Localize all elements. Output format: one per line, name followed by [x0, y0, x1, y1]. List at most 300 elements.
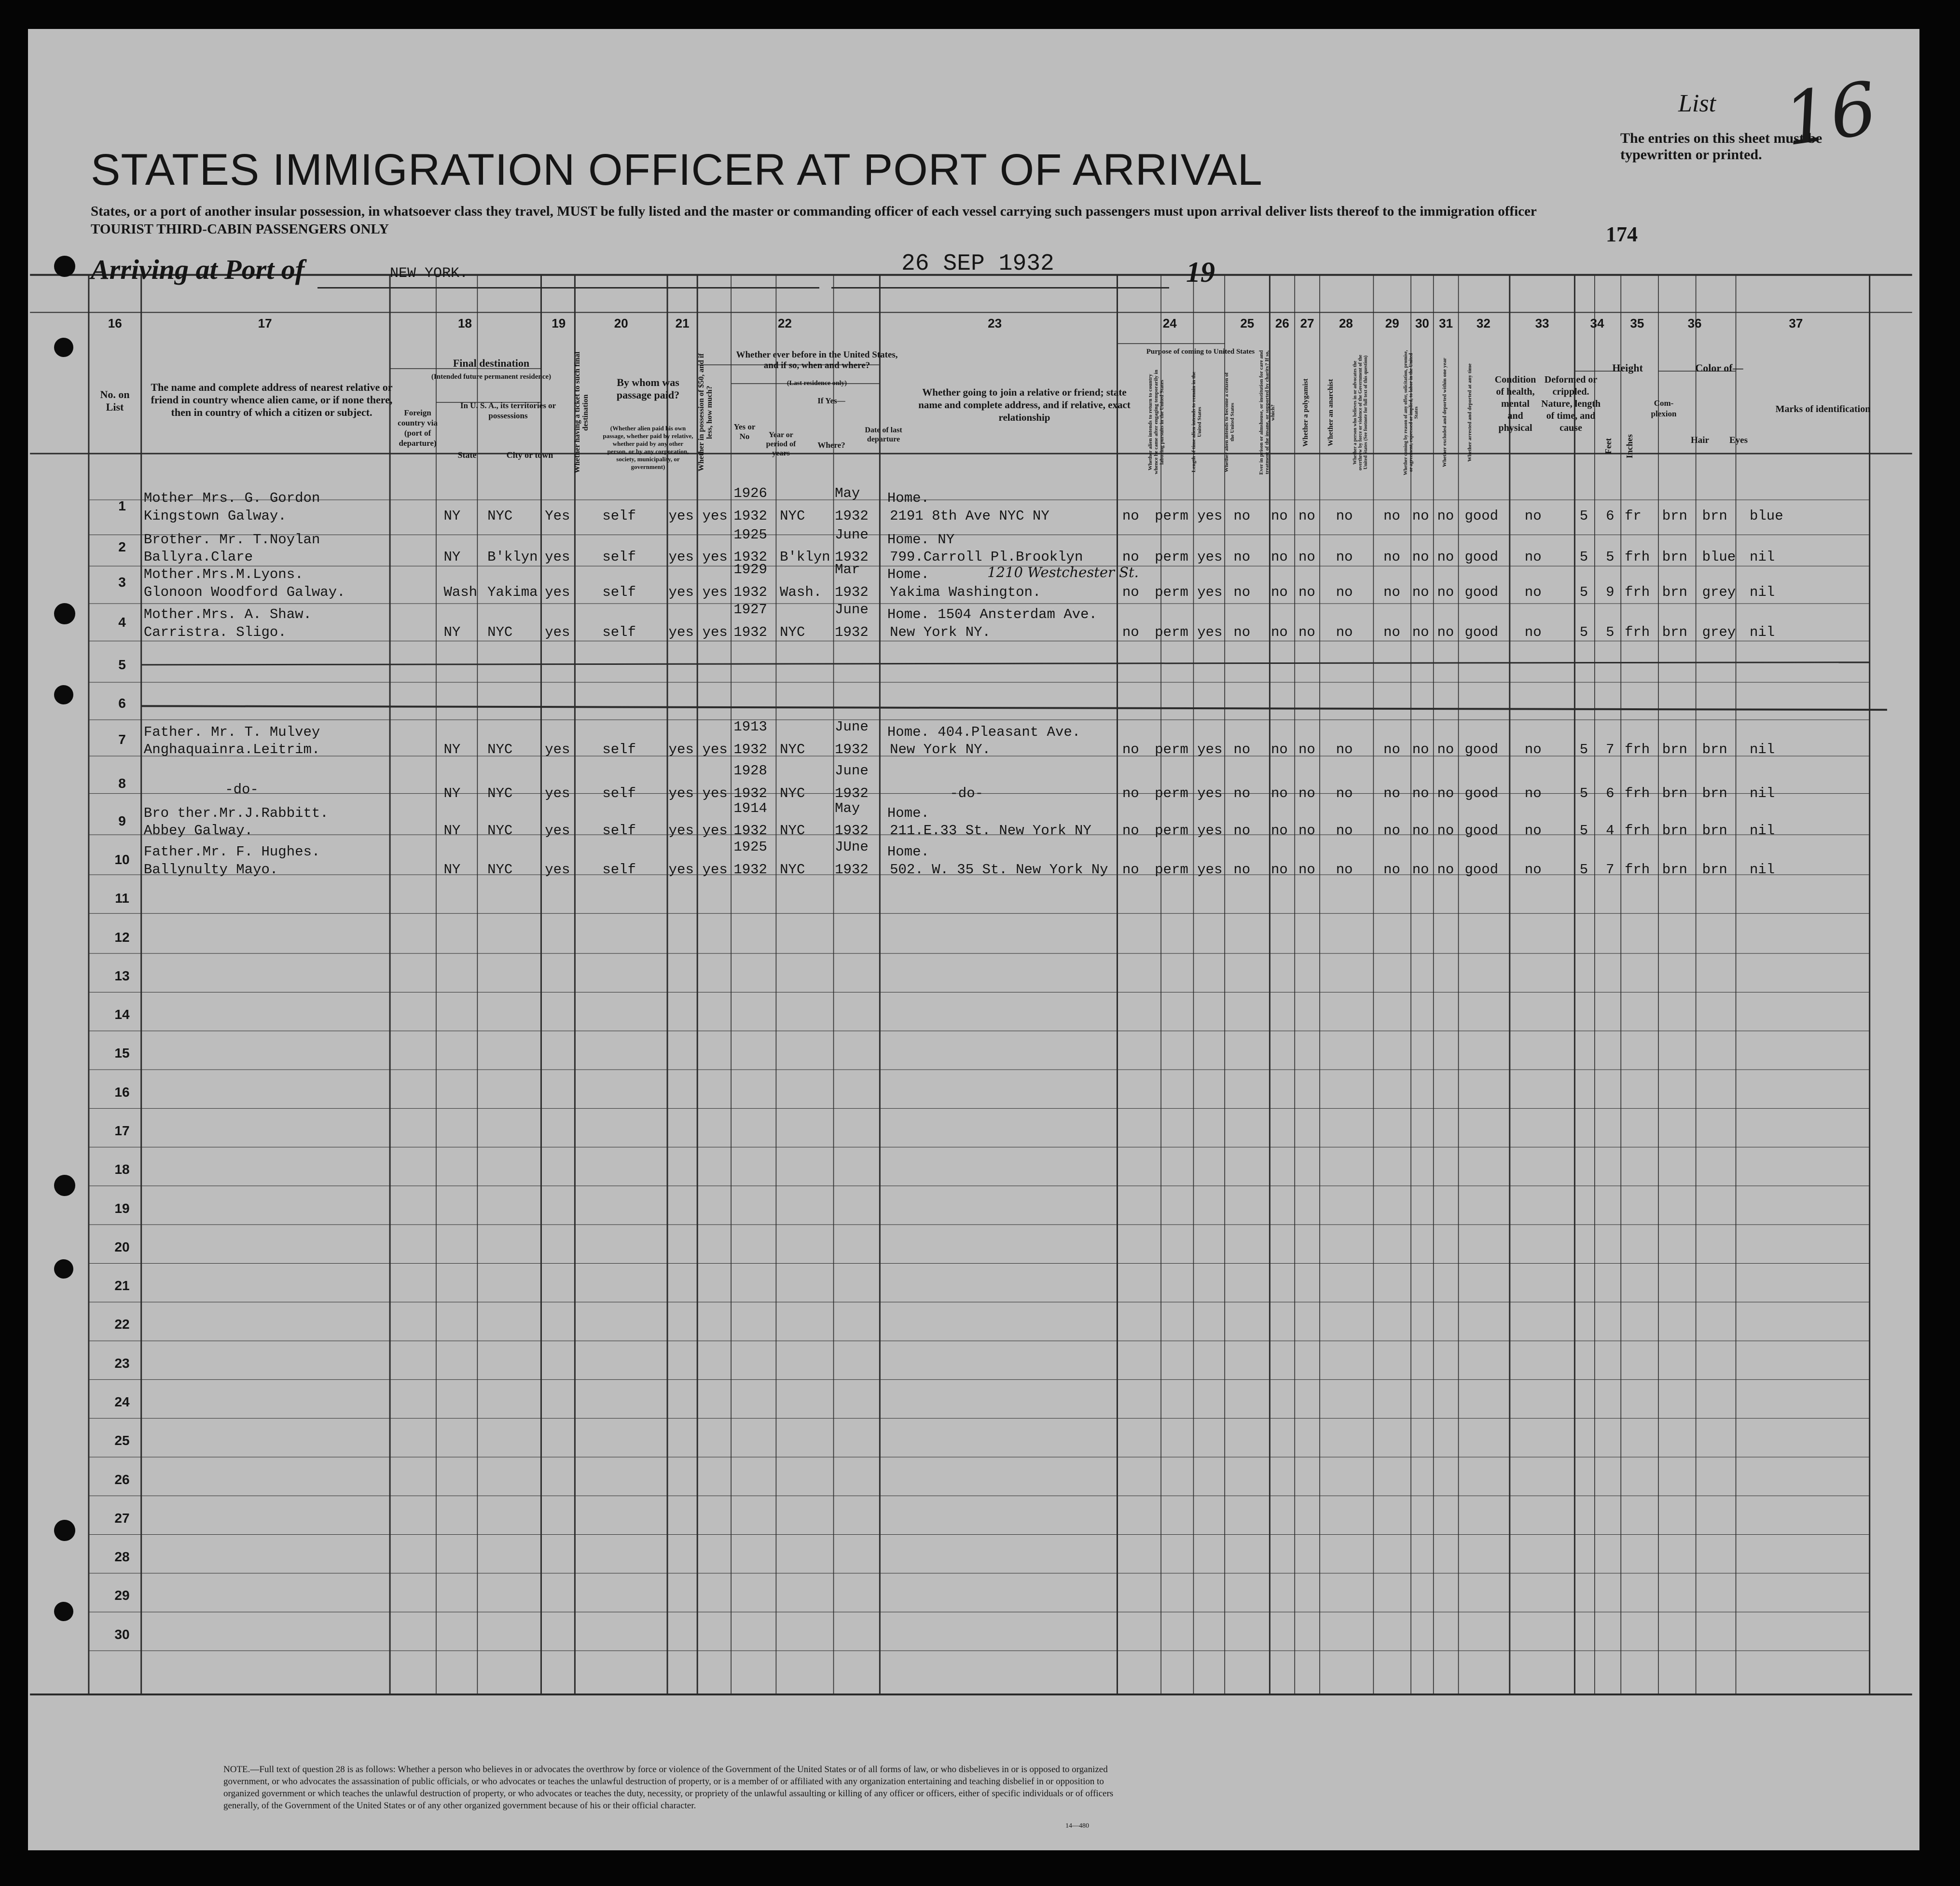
destination-city: NYC [487, 624, 513, 640]
departure-month: June [835, 601, 869, 618]
destination-city: NYC [487, 861, 513, 878]
hair-value: brn [1662, 861, 1687, 878]
passage-paid: self [602, 584, 636, 600]
purpose-return: no [1122, 624, 1139, 640]
deformed-value: no [1524, 861, 1542, 878]
hair-value: brn [1662, 742, 1687, 757]
year-from: 1928 [733, 763, 767, 779]
eyes-value: brn [1702, 785, 1727, 801]
row-number: 3 [118, 574, 126, 590]
eyes-value: blue [1702, 549, 1736, 565]
height-inches: 6 [1606, 508, 1615, 524]
year-from: 1927 [733, 601, 767, 618]
departure-month: June [835, 763, 869, 779]
purpose-return: no [1122, 742, 1139, 757]
height-feet: 5 [1579, 742, 1588, 757]
q30-value: no [1412, 584, 1429, 600]
row-number: 1 [118, 498, 126, 513]
hair-value: brn [1662, 508, 1687, 524]
header-marks: Marks of identification [1775, 404, 1871, 414]
relative-name: Father.Mr. F. Hughes. [143, 844, 320, 860]
relative-name: Brother. Mr. T.Noylan [143, 531, 320, 548]
binder-hole [54, 685, 73, 704]
purpose-citizen: yes [1197, 861, 1223, 878]
page-title: STATES IMMIGRATION OFFICER AT PORT OF ARRIVAL [91, 145, 1263, 194]
header-yes-no: Yes or No [733, 422, 756, 441]
ticket-value: yes [545, 785, 570, 801]
anarchist-value: no [1298, 823, 1315, 839]
marks-value: nil [1750, 785, 1775, 801]
height-inches: 5 [1606, 549, 1615, 565]
row-number: 10 [114, 852, 130, 867]
ever-before: yes [702, 861, 728, 878]
manifest-sheet [28, 29, 1919, 1850]
departure-year: 1932 [835, 785, 869, 801]
typewritten-note: The entries on this sheet must be typewritten or printed. [1620, 130, 1822, 163]
purpose-citizen: yes [1197, 823, 1223, 839]
q28-value: no [1336, 861, 1353, 878]
row-number: 14 [114, 1007, 130, 1022]
row-number: 7 [118, 732, 126, 747]
eyes-value: grey [1702, 624, 1736, 640]
purpose-citizen: yes [1197, 584, 1223, 600]
passage-paid: self [602, 549, 636, 565]
complexion-value: frh [1625, 742, 1650, 757]
departure-year: 1932 [835, 742, 869, 757]
q30-value: no [1412, 549, 1429, 565]
fifty-dollars: yes [668, 584, 694, 600]
row-number: 18 [114, 1162, 130, 1177]
strike-line [141, 706, 1887, 710]
prison-value: no [1233, 584, 1251, 600]
previous-residence: Wash. [780, 584, 822, 600]
deformed-value: no [1524, 823, 1542, 839]
q28-value: no [1336, 549, 1353, 565]
row-number: 27 [114, 1510, 130, 1526]
ticket-value: Yes [545, 508, 570, 524]
row-number: 24 [114, 1394, 130, 1409]
height-inches: 7 [1606, 861, 1615, 878]
height-feet: 5 [1579, 823, 1588, 839]
destination-state: NY [443, 624, 461, 640]
header-polygamist: Whether a polygamist [1302, 378, 1310, 447]
q28-value: no [1336, 584, 1353, 600]
complexion-value: frh [1625, 861, 1650, 878]
column-number: 34 [1590, 316, 1604, 330]
marks-value: nil [1750, 742, 1775, 757]
year-from: 1925 [733, 839, 767, 855]
joining-address: 799.Carroll Pl.Brooklyn [890, 549, 1083, 565]
q31-value: no [1437, 823, 1454, 839]
prison-value: no [1233, 785, 1251, 801]
column-number: 36 [1687, 316, 1702, 330]
polygamist-value: no [1271, 584, 1288, 600]
header-eyes: Eyes [1729, 435, 1748, 445]
q31-value: no [1437, 624, 1454, 640]
header-health: Condition of health, mental and physical [1494, 374, 1536, 433]
passage-paid: self [602, 785, 636, 801]
fifty-dollars: yes [668, 508, 694, 524]
hair-value: brn [1662, 785, 1687, 801]
year-to: 1932 [733, 861, 767, 878]
column-number: 19 [552, 316, 566, 330]
q31-value: no [1437, 508, 1454, 524]
deformed-value: no [1524, 785, 1542, 801]
year-to: 1932 [733, 584, 767, 600]
anarchist-value: no [1298, 508, 1315, 524]
anarchist-value: no [1298, 785, 1315, 801]
fifty-dollars: yes [668, 823, 694, 839]
eyes-value: brn [1702, 508, 1727, 524]
row-number: 20 [114, 1239, 130, 1254]
purpose-return: no [1122, 508, 1139, 524]
joining-address: 502. W. 35 St. New York Ny [890, 861, 1108, 878]
header-if-yes: If Yes— [817, 396, 845, 405]
joining-address: New York NY. [890, 624, 991, 640]
q30-value: no [1412, 742, 1429, 757]
ticket-value: yes [545, 861, 570, 878]
header-q29: Whether coming by reason of any offer, solicitation, promise, or agreement, expressed or implied, to labor in the United States [1403, 350, 1419, 475]
destination-state: NY [443, 861, 461, 878]
previous-residence: NYC [780, 823, 805, 839]
header-last-residence: (Last residence only) [787, 380, 847, 387]
header-purpose-a: Whether alien intends to return to country whence he came after engaging temporarily in laboring pursuits in the United States [1147, 370, 1165, 475]
year-from: 1913 [733, 719, 767, 735]
relative-address: Glonoon Woodford Galway. [143, 584, 345, 600]
column-number: 28 [1339, 316, 1353, 330]
health-value: good [1464, 861, 1499, 878]
destination-city: NYC [487, 742, 513, 757]
header-foreign-country: Foreign country via (port of departure) [398, 408, 438, 448]
departure-month: May [835, 485, 860, 502]
height-inches: 4 [1606, 823, 1615, 839]
purpose-citizen: yes [1197, 785, 1223, 801]
header-purpose: Purpose of coming to United States [1146, 348, 1255, 356]
header-joining: Whether going to join a relative or friend; state name and complete address, and if relative, exact relationship [918, 386, 1131, 423]
year-to: 1932 [733, 742, 767, 757]
relative-name: Father. Mr. T. Mulvey [143, 724, 320, 740]
destination-city: NYC [487, 823, 513, 839]
port-underline [317, 287, 819, 289]
health-value: good [1464, 742, 1499, 757]
ever-before: yes [702, 508, 728, 524]
complexion-value: frh [1625, 823, 1650, 839]
binder-hole [54, 1520, 75, 1541]
departure-month: June [835, 719, 869, 735]
deformed-value: no [1524, 584, 1542, 600]
relative-address: Kingstown Galway. [143, 508, 287, 524]
anarchist-value: no [1298, 861, 1315, 878]
purpose-length: perm [1155, 549, 1188, 565]
header-anarchist: Whether an anarchist [1327, 379, 1335, 446]
header-final-destination: Final destination [453, 357, 530, 369]
purpose-return: no [1122, 549, 1139, 565]
departure-month: June [835, 526, 869, 543]
q31-value: no [1437, 785, 1454, 801]
departure-year: 1932 [835, 861, 869, 878]
hair-value: brn [1662, 823, 1687, 839]
prison-value: no [1233, 624, 1251, 640]
q29-value: no [1383, 742, 1400, 757]
marks-value: nil [1750, 549, 1775, 565]
joining-address: -do- [950, 785, 984, 801]
row-number: 6 [118, 696, 126, 711]
header-city: City or town [506, 450, 553, 460]
row-number: 17 [114, 1123, 130, 1138]
deformed-value: no [1524, 549, 1542, 565]
ticket-value: yes [545, 742, 570, 757]
row-number: 23 [114, 1355, 130, 1371]
column-number: 37 [1789, 316, 1803, 330]
list-label: List [1678, 90, 1716, 117]
header-state: State [457, 450, 477, 460]
relative-name: Bro ther.Mr.J.Rabbitt. [143, 805, 329, 822]
eyes-value: brn [1702, 861, 1727, 878]
polygamist-value: no [1271, 549, 1288, 565]
departure-month: Mar [835, 562, 860, 578]
header-final-destination-sub: (Intended future permanent residence) [431, 373, 552, 381]
q31-value: no [1437, 549, 1454, 565]
relative-address: Anghaquainra.Leitrim. [143, 742, 320, 757]
row-number: 21 [114, 1278, 130, 1294]
health-value: good [1464, 624, 1499, 640]
ticket-value: yes [545, 549, 570, 565]
q30-value: no [1412, 823, 1429, 839]
marks-value: nil [1750, 584, 1775, 600]
ever-before: yes [702, 624, 728, 640]
departure-year: 1932 [835, 584, 869, 600]
q28-value: no [1336, 823, 1353, 839]
column-number: 32 [1476, 316, 1491, 330]
binder-hole [54, 1259, 73, 1279]
passage-paid: self [602, 624, 636, 640]
polygamist-value: no [1271, 785, 1288, 801]
purpose-length: perm [1155, 823, 1188, 839]
header-deformed: Deformed or crippled. Nature, length of time, and cause [1541, 374, 1601, 433]
column-number: 18 [458, 316, 472, 330]
destination-city: NYC [487, 785, 513, 801]
hair-value: brn [1662, 624, 1687, 640]
destination-state: NY [443, 508, 461, 524]
complexion-value: frh [1625, 624, 1650, 640]
previous-residence: NYC [780, 624, 805, 640]
column-number: 30 [1415, 316, 1429, 330]
purpose-length: perm [1155, 785, 1188, 801]
header-q31: Whether arrested and deported at any time [1467, 363, 1473, 462]
marks-value: nil [1750, 861, 1775, 878]
purpose-return: no [1122, 584, 1139, 600]
binder-hole [54, 338, 73, 357]
row-number: 15 [114, 1046, 130, 1061]
row-number: 28 [114, 1549, 130, 1565]
passage-paid: self [602, 861, 636, 878]
relative-name: Mother Mrs. G. Gordon [143, 490, 320, 507]
purpose-citizen: yes [1197, 624, 1223, 640]
q30-value: no [1412, 861, 1429, 878]
header-ever-before: Whether ever before in the United States, and if so, when and where? [736, 350, 898, 371]
header-purpose-b: Length of time alien intends to remain in the United States [1191, 372, 1202, 473]
header-no-on-list: No. on List [100, 388, 130, 413]
header-passage-paid: By whom was passage paid? [616, 376, 680, 401]
header-q28: Whether a person who believes in or advocates the overthrow by force or violence of the Government of the United States (See footnote for full text of this question) [1353, 355, 1368, 470]
ticket-value: yes [545, 584, 570, 600]
header-q30: Whether excluded and deported within one year [1442, 358, 1448, 468]
column-number: 24 [1162, 316, 1177, 330]
marks-value: nil [1750, 823, 1775, 839]
previous-residence: NYC [780, 785, 805, 801]
year-from: 1926 [733, 485, 767, 502]
health-value: good [1464, 785, 1499, 801]
row-number: 22 [114, 1317, 130, 1332]
q28-value: no [1336, 785, 1353, 801]
row-number: 12 [114, 929, 130, 945]
footnote: NOTE.—Full text of question 28 is as follows: Whether a person who believes in or advocates the overthrow by force or violence of the Government of the United States or of all forms of law, or who disbelieves in or is opposed to organized government, or who advocates the assassination of public officials, or who advocates or teaches the unlawful destruction of property, or is a member of or affiliated with any organization entertaining and teaching disbelief in or opposition to organized government or which teaches the unlawful destruction of property, or who advocates or teaches the duty, necessity, or propriety of the unlawful assaulting or killing of any officer or officers, either of specific individuals or of officers generally, of the Government of the United States or of any other organized government because of his or their official character. [223, 1764, 1114, 1811]
prison-value: no [1233, 823, 1251, 839]
previous-residence: B'klyn [780, 549, 830, 565]
date-underline [831, 287, 1169, 289]
relative-name: Mother.Mrs.M.Lyons. [143, 566, 304, 583]
hair-value: brn [1662, 584, 1687, 600]
joining-relation: Home. 404.Pleasant Ave. [887, 724, 1081, 740]
date-stamp: 26 SEP 1932 [901, 251, 1054, 277]
health-value: good [1464, 549, 1499, 565]
ever-before: yes [702, 742, 728, 757]
header-fifty-dollars: Whether in possession of $50, and if less, how much? [697, 353, 714, 472]
purpose-citizen: yes [1197, 549, 1223, 565]
anarchist-value: no [1298, 584, 1315, 600]
ticket-value: yes [545, 624, 570, 640]
height-inches: 7 [1606, 742, 1615, 757]
destination-city: B'klyn [487, 549, 538, 565]
polygamist-value: no [1271, 742, 1288, 757]
fifty-dollars: yes [668, 785, 694, 801]
header-passage-paid-sub: (Whether alien paid his own passage, whether paid by relative, whether paid by any other person, or by any corporation, society, municipality, or government) [603, 425, 693, 470]
polygamist-value: no [1271, 508, 1288, 524]
header-feet: Feet [1603, 438, 1613, 454]
prison-value: no [1233, 508, 1251, 524]
relative-address: Ballyra.Clare [143, 549, 253, 565]
year-prefix: 19 [1186, 256, 1215, 288]
purpose-return: no [1122, 861, 1139, 878]
q30-value: no [1412, 508, 1429, 524]
year-to: 1932 [733, 508, 767, 524]
destination-city: Yakima [487, 584, 538, 600]
purpose-length: perm [1155, 624, 1188, 640]
q31-value: no [1437, 584, 1454, 600]
year-from: 1929 [733, 562, 767, 578]
header-ticket: Whether having a ticket to such final destination [573, 351, 590, 474]
previous-residence: NYC [780, 742, 805, 757]
previous-residence: NYC [780, 861, 805, 878]
row-number: 4 [118, 614, 126, 630]
ever-before: yes [702, 549, 728, 565]
purpose-citizen: yes [1197, 742, 1223, 757]
row-number: 29 [114, 1588, 130, 1603]
column-number: 33 [1535, 316, 1549, 330]
year-from: 1925 [733, 526, 767, 543]
anarchist-value: no [1298, 624, 1315, 640]
joining-relation: Home. [887, 844, 929, 860]
q28-value: no [1336, 624, 1353, 640]
header-in-usa: In U. S. A., its territories or possessions [460, 401, 556, 420]
departure-year: 1932 [835, 549, 869, 565]
health-value: good [1464, 584, 1499, 600]
row-number: 2 [118, 539, 126, 555]
header-color-of: Color of— [1695, 362, 1743, 374]
header-inches: Inches [1625, 434, 1634, 459]
column-number: 26 [1275, 316, 1289, 330]
purpose-length: perm [1155, 861, 1188, 878]
header-relative: The name and complete address of nearest relative or friend in country whence alien came, or if none there, then in country of which a citizen or subject. [151, 381, 393, 418]
q28-value: no [1336, 508, 1353, 524]
year-to: 1932 [733, 549, 767, 565]
ever-before: yes [702, 584, 728, 600]
row-number: 8 [118, 775, 126, 791]
eyes-value: brn [1702, 823, 1727, 839]
joining-relation: Home. [887, 805, 929, 822]
height-feet: 5 [1579, 861, 1588, 878]
year-from: 1914 [733, 800, 767, 816]
port-value: NEW YORK. [390, 265, 469, 282]
complexion-value: fr [1625, 508, 1642, 524]
row-number: 16 [114, 1084, 130, 1100]
height-inches: 9 [1606, 584, 1615, 600]
departure-month: May [835, 800, 860, 816]
height-inches: 6 [1606, 785, 1615, 801]
q28-value: no [1336, 742, 1353, 757]
year-to: 1932 [733, 823, 767, 839]
anarchist-value: no [1298, 549, 1315, 565]
passage-paid: self [602, 823, 636, 839]
joining-relation: Home. [887, 566, 929, 583]
fifty-dollars: yes [668, 861, 694, 878]
complexion-value: frh [1625, 584, 1650, 600]
year-to: 1932 [733, 624, 767, 640]
relative-address: Carristra. Sligo. [143, 624, 287, 640]
q29-value: no [1383, 785, 1400, 801]
header-height: Height [1612, 362, 1643, 374]
complexion-value: frh [1625, 785, 1650, 801]
polygamist-value: no [1271, 861, 1288, 878]
complexion-value: frh [1625, 549, 1650, 565]
eyes-value: brn [1702, 742, 1727, 757]
destination-state: NY [443, 742, 461, 757]
header-prison: Ever in prison or almshouse, or institution for care and treatment of the insane, or supported by charity? If so, which? [1258, 350, 1276, 475]
joining-address: Yakima Washington. [890, 584, 1041, 600]
header-year-period: Year or period of years [766, 431, 796, 457]
instructions [91, 203, 1537, 238]
q29-value: no [1383, 861, 1400, 878]
q30-value: no [1412, 624, 1429, 640]
joining-relation: Home. 1504 Ansterdam Ave. [887, 606, 1097, 623]
purpose-length: perm [1155, 584, 1188, 600]
q31-value: no [1437, 742, 1454, 757]
previous-residence: NYC [780, 508, 805, 524]
passage-paid: self [602, 742, 636, 757]
binder-hole [54, 1175, 75, 1196]
departure-year: 1932 [835, 624, 869, 640]
list-number-handwritten: 16 [1779, 66, 1882, 163]
joining-address: 2191 8th Ave NYC NY [890, 508, 1049, 524]
header-where: Where? [817, 441, 845, 450]
height-inches: 5 [1606, 624, 1615, 640]
prison-value: no [1233, 742, 1251, 757]
year-to: 1932 [733, 785, 767, 801]
q31-value: no [1437, 861, 1454, 878]
departure-year: 1932 [835, 508, 869, 524]
q29-value: no [1383, 584, 1400, 600]
column-number: 23 [988, 316, 1002, 330]
